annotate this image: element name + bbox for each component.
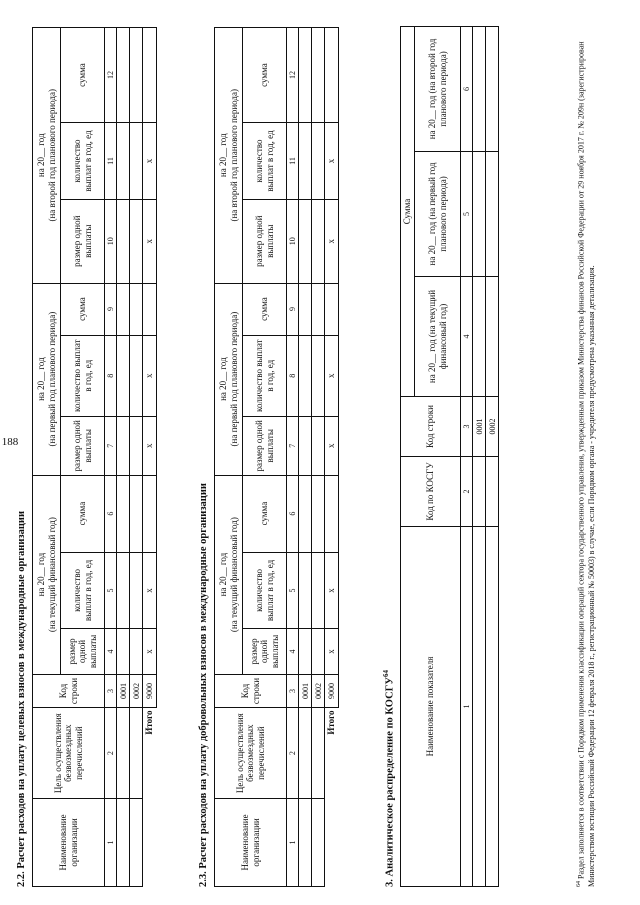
col-num: 5: [287, 552, 299, 629]
cell[interactable]: [117, 475, 130, 552]
cell[interactable]: [486, 277, 499, 397]
cell[interactable]: [130, 475, 143, 552]
cell[interactable]: [130, 335, 143, 416]
head-sum-3: сумма: [243, 28, 287, 123]
footnote-sup: 64: [576, 881, 582, 887]
col-num: 3: [461, 397, 473, 457]
cell[interactable]: [117, 283, 130, 335]
x-mark: x: [143, 416, 156, 475]
cell[interactable]: [486, 457, 499, 527]
rotated-page-content: [10, 17, 630, 887]
head-year2: [215, 283, 243, 475]
head-year1-label: на 20__ год: [218, 552, 229, 597]
table-row: [473, 26, 486, 886]
col-num: 6: [287, 475, 299, 552]
head-sum-1: сумма: [61, 475, 105, 552]
cell[interactable]: [299, 629, 312, 674]
cell[interactable]: [312, 335, 325, 416]
cell[interactable]: [299, 335, 312, 416]
cell[interactable]: [130, 708, 143, 798]
col-num: 6: [461, 26, 473, 151]
row-code: 0001: [299, 674, 312, 708]
head-org-name: Наименование организации: [33, 798, 105, 886]
head-year2: [33, 283, 61, 475]
head-size-1: размер одной выплаты: [61, 629, 105, 674]
head-year3-label: на 20__ год: [36, 133, 47, 178]
cell[interactable]: [312, 283, 325, 335]
cell[interactable]: [299, 708, 312, 798]
section-3-title-sup: 64: [382, 669, 390, 677]
head-year3-sub: (на второй год планового периода): [228, 89, 239, 222]
cell[interactable]: [325, 475, 338, 552]
cell[interactable]: [299, 475, 312, 552]
head-year2-label: на 20__ год: [36, 357, 47, 401]
head-indicator-name: Наименование показателя: [401, 527, 461, 887]
cell[interactable]: [312, 708, 325, 798]
head-sum-1: сумма: [243, 475, 287, 552]
cell[interactable]: [312, 475, 325, 552]
page-number: 188: [1, 436, 19, 448]
cell[interactable]: [473, 457, 486, 527]
row-code: 0002: [130, 674, 143, 708]
head-year3: на 20__ год (на второй год планового периода): [415, 26, 461, 151]
blank: [325, 798, 338, 886]
cell[interactable]: [299, 798, 312, 886]
col-num: 12: [105, 28, 117, 123]
col-num: 11: [287, 123, 299, 200]
head-qty-3: количество выплат в год, ед: [61, 123, 105, 200]
cell[interactable]: [473, 152, 486, 277]
head-qty-2: количество выплат в год, ед: [243, 335, 287, 416]
x-mark: x: [325, 199, 338, 283]
cell[interactable]: [299, 283, 312, 335]
x-mark: x: [325, 552, 338, 629]
cell[interactable]: [325, 28, 338, 123]
col-num: 7: [105, 416, 117, 475]
cell[interactable]: [117, 798, 130, 886]
col-num: 8: [287, 335, 299, 416]
table-row: [312, 28, 325, 887]
cell[interactable]: [143, 283, 156, 335]
col-num: 11: [105, 123, 117, 200]
blank: [143, 798, 156, 886]
row-code: 0001: [117, 674, 130, 708]
cell[interactable]: [473, 277, 486, 397]
head-year1: [33, 475, 61, 674]
cell[interactable]: [117, 199, 130, 283]
cell[interactable]: [299, 416, 312, 475]
section-3-title: [382, 670, 396, 887]
cell[interactable]: [473, 26, 486, 151]
head-qty-1: количество выплат в год, ед: [243, 552, 287, 629]
col-num: 8: [105, 335, 117, 416]
table-row: [130, 28, 143, 887]
cell[interactable]: [117, 708, 130, 798]
table-row: [117, 28, 130, 887]
row-code: 0001: [473, 397, 486, 457]
head-purpose: Цель осуществления безвозмездных перечислений: [33, 708, 105, 798]
x-mark: x: [143, 335, 156, 416]
head-year3-sub: (на второй год планового периода): [46, 89, 57, 222]
head-sum-2: сумма: [61, 283, 105, 335]
cell[interactable]: [312, 629, 325, 674]
cell[interactable]: [312, 28, 325, 123]
head-code: Код строки: [33, 674, 105, 708]
table-section-2-3: [214, 27, 339, 887]
cell[interactable]: [325, 283, 338, 335]
col-num: 1: [105, 798, 117, 886]
col-num: 2: [287, 708, 299, 798]
cell[interactable]: [143, 475, 156, 552]
cell[interactable]: [299, 28, 312, 123]
head-year3: [33, 28, 61, 284]
head-sum-2: сумма: [243, 283, 287, 335]
head-year3: [215, 28, 243, 284]
cell[interactable]: [117, 28, 130, 123]
table-section-2-2: [32, 27, 157, 887]
cell[interactable]: [486, 26, 499, 151]
total-code: 9000: [143, 674, 156, 708]
x-mark: x: [143, 629, 156, 674]
x-mark: x: [143, 552, 156, 629]
col-num: 9: [105, 283, 117, 335]
col-num: 4: [287, 629, 299, 674]
cell[interactable]: [117, 629, 130, 674]
head-year2: на 20__ год (на первый год планового периода): [415, 152, 461, 277]
head-year3-label: на 20__ год: [218, 133, 229, 178]
cell[interactable]: [130, 283, 143, 335]
total-row: [325, 28, 338, 887]
section-2-2-title: 2.2. Расчет расходов на уплату целевых взносов в международные организации: [16, 510, 27, 887]
total-label: Итого: [326, 710, 337, 735]
cell[interactable]: [117, 416, 130, 475]
head-qty-1: количество выплат в год, ед: [61, 552, 105, 629]
x-mark: x: [325, 123, 338, 200]
head-year1-sub: (на текущий финансовый год): [46, 517, 57, 633]
head-size-2: размер одной выплаты: [243, 416, 287, 475]
head-size-3: размер одной выплаты: [61, 199, 105, 283]
total-label: Итого: [144, 710, 155, 735]
table-row: [299, 28, 312, 887]
head-year1-label: на 20__ год: [36, 552, 47, 597]
col-num: 3: [105, 674, 117, 708]
footnote-text: Раздел заполняется в соответствии с Порядком применения классификации операций сектора государственного управления, утвержденным приказом Министерства финансов Российской Федерации от 29 ноября 2017 г. № 209н (зарегистрирован Министерством юстиции Российской Федерации 12 февраля 2018 г., регистрационный № 50003) в случае, если Порядком органа - учредителя предусмотрена указанная детализация.: [576, 41, 597, 887]
col-num: 6: [105, 475, 117, 552]
head-year1: на 20__ год (на текущий финансовый год): [415, 277, 461, 397]
x-mark: x: [143, 123, 156, 200]
head-qty-2: количество выплат в год, ед: [61, 335, 105, 416]
head-size-1: размер одной выплаты: [243, 629, 287, 674]
cell[interactable]: [486, 152, 499, 277]
col-num: 1: [461, 527, 473, 887]
head-year2-label: на 20__ год: [218, 357, 229, 401]
cell[interactable]: [130, 798, 143, 886]
cell[interactable]: [117, 552, 130, 629]
head-sum-3: сумма: [61, 28, 105, 123]
cell[interactable]: [312, 123, 325, 200]
cell[interactable]: [312, 199, 325, 283]
x-mark: x: [325, 335, 338, 416]
cell[interactable]: [117, 123, 130, 200]
head-qty-3: количество выплат в год, ед: [243, 123, 287, 200]
cell[interactable]: [299, 123, 312, 200]
cell[interactable]: [473, 527, 486, 887]
head-year2-sub: (на первый год планового периода): [228, 311, 239, 447]
cell[interactable]: [299, 552, 312, 629]
cell[interactable]: [486, 527, 499, 887]
col-num: 2: [105, 708, 117, 798]
head-kosgu: Код по КОСГУ: [401, 457, 461, 527]
table-section-3: [400, 26, 499, 887]
col-num: 9: [287, 283, 299, 335]
total-row: [143, 28, 156, 887]
head-code: Код строки: [401, 397, 461, 457]
cell[interactable]: [130, 416, 143, 475]
cell[interactable]: [312, 798, 325, 886]
cell[interactable]: [130, 123, 143, 200]
cell[interactable]: [299, 199, 312, 283]
footnote: [576, 27, 597, 887]
head-code: Код строки: [215, 674, 287, 708]
head-year1: [215, 475, 243, 674]
head-year1-sub: (на текущий финансовый год): [228, 517, 239, 633]
head-size-3: размер одной выплаты: [243, 199, 287, 283]
col-num: 1: [287, 798, 299, 886]
section-2-3-title: 2.3. Расчет расходов на уплату добровольных взносов в международные организации: [198, 483, 209, 887]
col-num: 7: [287, 416, 299, 475]
x-mark: x: [143, 199, 156, 283]
head-year2-sub: (на первый год планового периода): [46, 311, 57, 447]
head-org-name: Наименование организации: [215, 798, 287, 886]
col-num: 5: [105, 552, 117, 629]
col-num: 12: [287, 28, 299, 123]
col-num: 10: [287, 199, 299, 283]
head-size-2: размер одной выплаты: [61, 416, 105, 475]
col-num: 3: [287, 674, 299, 708]
table-row: [486, 26, 499, 886]
cell[interactable]: [312, 552, 325, 629]
cell[interactable]: [130, 552, 143, 629]
head-purpose: Цель осуществления безвозмездных перечислений: [215, 708, 287, 798]
section-3-title-text: 3. Аналитическое распределение по КОСГУ: [384, 676, 396, 887]
x-mark: x: [325, 629, 338, 674]
row-code: 0002: [486, 397, 499, 457]
cell[interactable]: [130, 629, 143, 674]
col-num: 10: [105, 199, 117, 283]
head-sum: Сумма: [401, 26, 415, 396]
col-num: 4: [105, 629, 117, 674]
cell[interactable]: [130, 28, 143, 123]
cell[interactable]: [130, 199, 143, 283]
total-code: 9000: [325, 674, 338, 708]
cell[interactable]: [312, 416, 325, 475]
col-num: 2: [461, 457, 473, 527]
col-num: 5: [461, 152, 473, 277]
cell[interactable]: [143, 28, 156, 123]
x-mark: x: [325, 416, 338, 475]
cell[interactable]: [117, 335, 130, 416]
col-num: 4: [461, 277, 473, 397]
row-code: 0002: [312, 674, 325, 708]
